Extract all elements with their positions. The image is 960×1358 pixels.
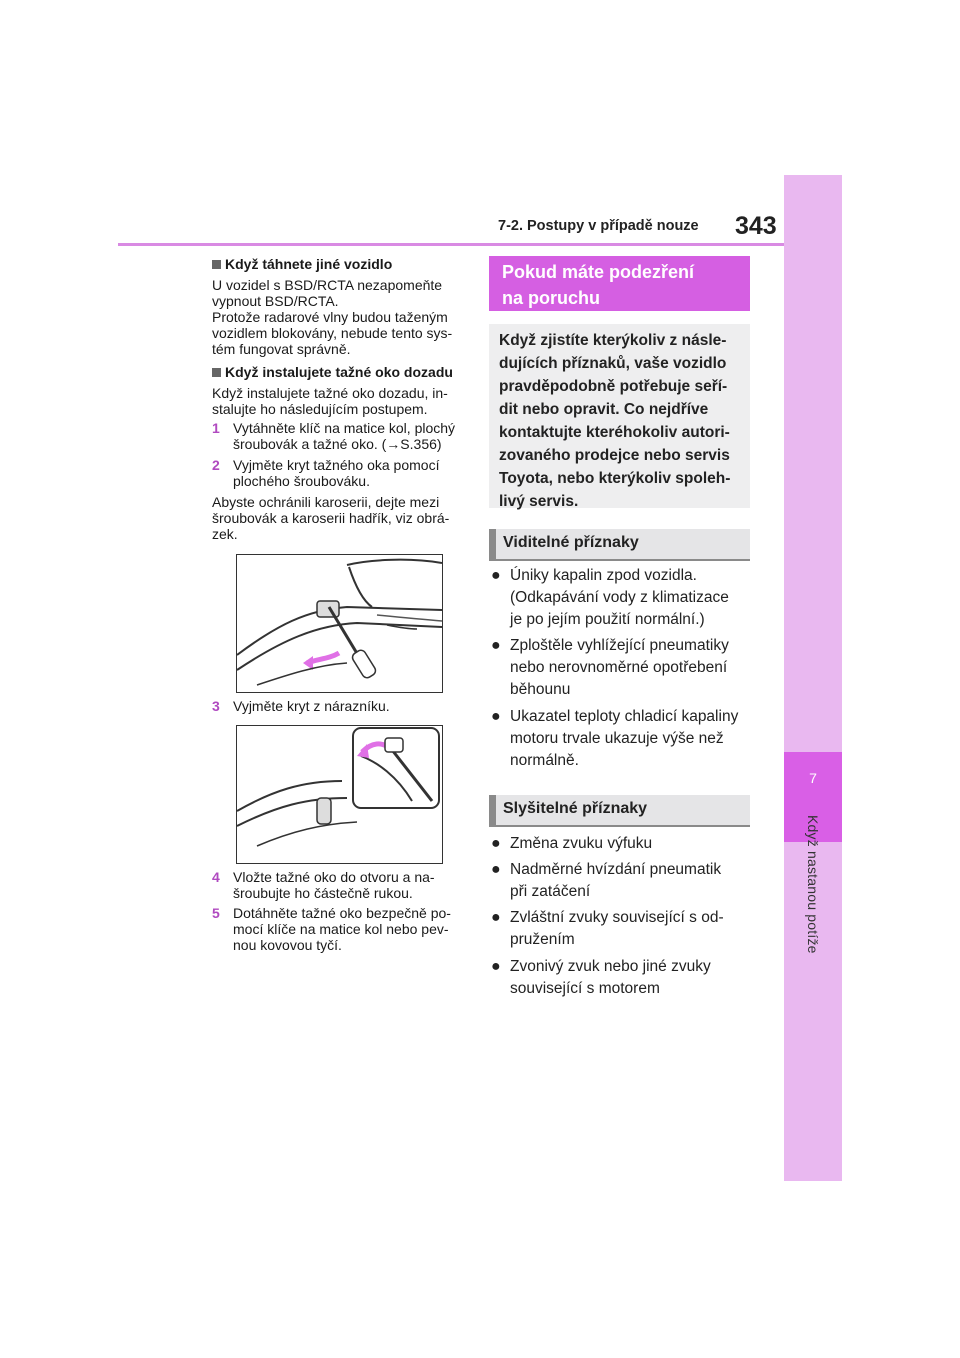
figure-remove-bumper-cover xyxy=(236,725,443,864)
chapter-side-tab xyxy=(784,175,842,1181)
step-1: 1 Vytáhněte klíč na matice kol, plochý šroubovák a tažné oko. (→S.356) xyxy=(212,420,456,452)
section-title: 7-2. Postupy v případě nouze xyxy=(498,218,699,234)
header-rule xyxy=(118,243,784,246)
section-heading-towing: Když táhnete jiné vozidlo xyxy=(212,256,467,272)
list-item: ● Úniky kapalin zpod vozidla. (Odkapávání vody z klimatizace je po jejím použití normální.) xyxy=(491,567,729,628)
step-4: 4 Vložte tažné oko do otvoru a na- šroubujte ho částečně rukou. xyxy=(212,869,435,901)
chapter-number: 7 xyxy=(809,770,817,786)
list-item: ● Nadměrné hvízdání pneumatik při zatáčení xyxy=(491,861,722,900)
list-item: ● Ukazatel teploty chladicí kapaliny motoru trvale ukazuje výše než normálně. xyxy=(491,708,739,769)
step-2: 2 Vyjměte kryt tažného oka pomocí plochého šroubováku. xyxy=(212,457,440,489)
subheading-visible-symptoms: Viditelné příznaky xyxy=(489,529,750,561)
intro-box: Když zjistíte kterýkoliv z násle- dujících příznaků, vaše vozidlo pravděpodobně potřebuje seří- dit nebo opravit. Co nejdříve kontaktujte kteréhokoliv autori- zovaného prodejce nebo servis Toyota, nebo kterýkoliv spoleh- livý servis. xyxy=(489,324,750,508)
list-item: ● Zvláštní zvuky související s od- pružením xyxy=(491,909,724,948)
step-5: 5 Dotáhněte tažné oko bezpečně po- mocí klíče na matice kol nebo pev- nou kovovou tyčí. xyxy=(212,905,451,953)
list-item: ● Zvonivý zvuk nebo jiné zvuky související s motorem xyxy=(491,958,711,997)
page-number: 343 xyxy=(735,212,777,240)
chapter-title: Když nastanou potíže xyxy=(805,815,821,954)
section-heading-tow-eye: Když instalujete tažné oko dozadu xyxy=(212,364,467,380)
protect-body-note: Abyste ochránili karoserii, dejte mezi šroubovák a karoserii hadřík, viz obrá- zek. xyxy=(212,494,450,542)
square-bullet-icon xyxy=(212,260,221,269)
list-item: ● Změna zvuku výfuku xyxy=(491,835,653,852)
towing-paragraph: U vozidel s BSD/RCTA nezapomeňte vypnout BSD/RCTA. Protože radarové vlny budou taženým vozidlem blokovány, nebude tento sys- tém fungovat správně. xyxy=(212,277,453,357)
figure-remove-cover-screwdriver xyxy=(236,554,443,693)
square-bullet-icon xyxy=(212,368,221,377)
tow-eye-intro: Když instalujete tažné oko dozadu, in- stalujte ho následujícím postupem. xyxy=(212,385,448,417)
subheading-audible-symptoms: Slyšitelné příznaky xyxy=(489,795,750,827)
callout-heading-suspect-malfunction: Pokud máte podezření na poruchu xyxy=(489,256,750,311)
list-item: ● Zploštěle vyhlížející pneumatiky nebo nerovnoměrné opotřebení běhounu xyxy=(491,637,729,698)
